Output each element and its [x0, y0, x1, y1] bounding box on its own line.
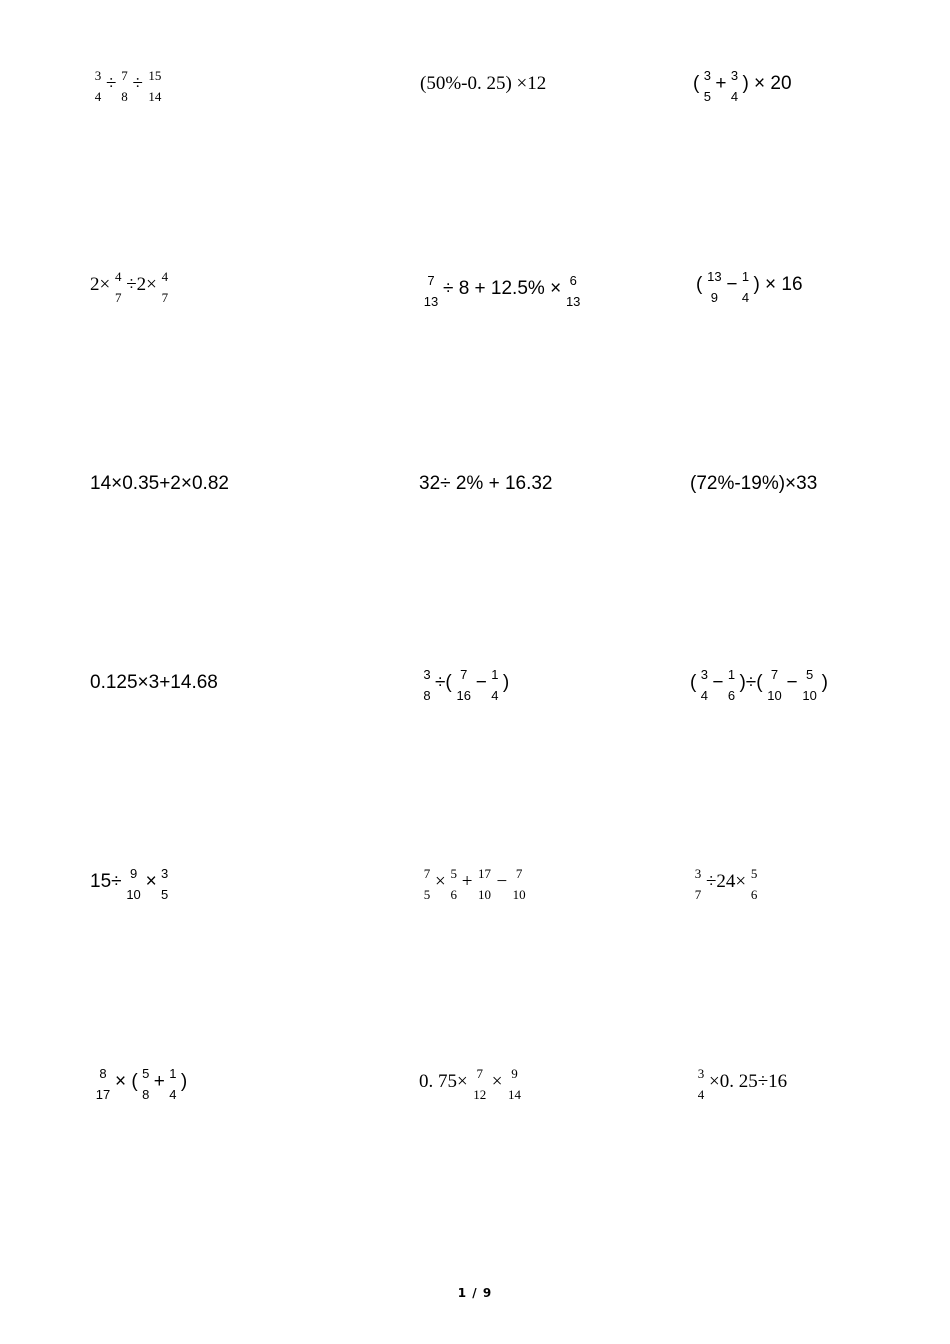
fraction-numerator: 3	[94, 68, 102, 83]
fraction-numerator: 7	[476, 1066, 483, 1081]
fraction-denominator: 13	[565, 294, 581, 309]
fraction	[144, 69, 166, 103]
fraction-numerator: 3	[700, 667, 708, 682]
fraction	[139, 1067, 153, 1101]
expression-text: 15÷	[90, 871, 122, 892]
fraction-numerator: 7	[423, 866, 431, 881]
fraction-denominator: 4	[94, 89, 102, 104]
expression-text: 2×	[90, 274, 111, 295]
expression-text: −	[786, 672, 798, 693]
fraction-denominator: 14	[507, 1087, 521, 1102]
fraction-denominator: 16	[456, 688, 471, 703]
fraction	[508, 867, 530, 901]
problem-3	[693, 69, 792, 103]
fraction	[691, 867, 705, 901]
problem-8	[419, 474, 553, 493]
expression-text: ) × 16	[753, 274, 803, 295]
fraction-denominator: 5	[161, 887, 169, 902]
expression-text: 0. 75×	[419, 1071, 468, 1092]
fraction	[420, 867, 434, 901]
fraction	[453, 668, 475, 702]
expression-text: −	[496, 871, 508, 892]
fraction	[697, 668, 711, 702]
fraction-denominator: 4	[730, 89, 739, 104]
problem-4	[90, 270, 173, 304]
fraction-numerator: 5	[450, 866, 457, 881]
fraction-numerator: 7	[427, 273, 435, 288]
problem-13	[90, 867, 173, 901]
fraction-denominator: 7	[694, 887, 702, 902]
problem-1	[90, 69, 167, 103]
expression-text: 0.125×3+14.68	[90, 672, 218, 693]
fraction	[91, 69, 105, 103]
fraction	[166, 1067, 180, 1101]
fraction	[562, 274, 584, 308]
fraction-numerator: 3	[423, 667, 431, 682]
problem-9	[690, 474, 817, 493]
expression-text: −	[475, 672, 487, 693]
expression-text: (	[696, 274, 703, 295]
fraction-numerator: 6	[569, 273, 577, 288]
fraction	[799, 668, 821, 702]
problem-18	[693, 1067, 787, 1101]
fraction	[473, 867, 495, 901]
expression-text: 14×0.35+2×0.82	[90, 473, 229, 494]
fraction-denominator: 4	[700, 688, 708, 703]
problem-11	[419, 668, 509, 702]
fraction-numerator: 1	[491, 667, 499, 682]
fraction-numerator: 15	[148, 68, 162, 83]
fraction-numerator: 3	[694, 866, 702, 881]
problem-5	[419, 274, 585, 308]
expression-text: ÷2×	[126, 274, 157, 295]
problem-17	[419, 1067, 526, 1101]
expression-text: −	[726, 274, 738, 295]
fraction-denominator: 10	[802, 688, 817, 703]
fraction	[158, 270, 172, 304]
expression-text: )÷(	[739, 672, 763, 693]
expression-text: −	[712, 672, 724, 693]
fraction-numerator: 9	[511, 1066, 518, 1081]
expression-text: (	[690, 672, 697, 693]
fraction-numerator: 9	[129, 866, 138, 881]
fraction-numerator: 8	[99, 1066, 107, 1081]
fraction-denominator: 10	[512, 887, 526, 902]
fraction-numerator: 3	[161, 866, 169, 881]
fraction	[703, 270, 725, 304]
problem-10	[90, 673, 218, 692]
fraction-numerator: 4	[161, 269, 169, 284]
expression-text: )	[502, 672, 510, 693]
fraction-denominator: 14	[148, 89, 162, 104]
fraction-denominator: 6	[450, 887, 457, 902]
expression-text: ÷	[106, 73, 117, 94]
expression-text: ÷	[132, 73, 143, 94]
fraction-denominator: 7	[114, 290, 122, 305]
problem-14	[419, 867, 531, 901]
expression-text: ×	[145, 871, 157, 892]
fraction-denominator: 13	[423, 294, 439, 309]
fraction-denominator: 10	[126, 887, 141, 902]
expression-text: (72%-19%)×33	[690, 473, 818, 494]
fraction-numerator: 7	[121, 68, 128, 83]
expression-text: ÷(	[435, 672, 452, 693]
page-number: 1 / 9	[457, 1286, 493, 1300]
fraction	[469, 1067, 491, 1101]
fraction	[747, 867, 761, 901]
fraction-denominator: 4	[169, 1087, 177, 1102]
expression-text: ×	[491, 1071, 503, 1092]
fraction-denominator: 8	[121, 89, 128, 104]
problem-12	[690, 668, 828, 702]
fraction-numerator: 3	[703, 68, 711, 83]
fraction	[447, 867, 461, 901]
fraction-denominator: 4	[491, 688, 499, 703]
fraction	[488, 668, 502, 702]
expression-text: × (	[115, 1071, 138, 1092]
fraction-numerator: 5	[142, 1066, 150, 1081]
fraction-numerator: 5	[806, 667, 814, 682]
fraction	[111, 270, 125, 304]
fraction	[694, 1067, 708, 1101]
fraction-numerator: 1	[727, 667, 736, 682]
expression-text: ×0. 25÷16	[709, 1071, 788, 1092]
fraction-numerator: 5	[750, 866, 758, 881]
fraction-numerator: 7	[460, 667, 468, 682]
fraction-numerator: 3	[730, 68, 739, 83]
fraction-denominator: 6	[750, 887, 758, 902]
expression-text: ÷24×	[706, 871, 747, 892]
expression-text: )	[821, 672, 828, 693]
expression-text: )	[180, 1071, 188, 1092]
fraction	[420, 274, 442, 308]
problem-16	[91, 1067, 187, 1101]
fraction-denominator: 4	[741, 290, 750, 305]
expression-text: ÷ 8 + 12.5% ×	[443, 278, 562, 299]
fraction	[727, 69, 741, 103]
fraction-denominator: 12	[473, 1087, 487, 1102]
fraction-numerator: 1	[169, 1066, 177, 1081]
fraction	[724, 668, 738, 702]
fraction-denominator: 10	[477, 887, 491, 902]
problem-7	[90, 474, 229, 493]
fraction-numerator: 17	[477, 866, 491, 881]
fraction-denominator: 4	[697, 1087, 705, 1102]
fraction	[158, 867, 172, 901]
expression-text: +	[461, 871, 473, 892]
fraction-denominator: 6	[727, 688, 736, 703]
fraction-denominator: 8	[423, 688, 431, 703]
expression-text: (50%-0. 25) ×12	[420, 73, 547, 94]
fraction-denominator: 9	[710, 290, 718, 305]
expression-text: ) × 20	[742, 73, 792, 94]
fraction	[117, 69, 131, 103]
fraction	[420, 668, 434, 702]
fraction-denominator: 5	[423, 887, 431, 902]
fraction-numerator: 13	[707, 269, 722, 284]
fraction-numerator: 4	[114, 269, 122, 284]
expression-text: (	[693, 73, 700, 94]
expression-text: +	[153, 1071, 165, 1092]
fraction	[738, 270, 752, 304]
fraction-denominator: 10	[767, 688, 782, 703]
fraction-numerator: 1	[741, 269, 750, 284]
fraction-numerator: 7	[515, 866, 523, 881]
problem-15	[690, 867, 762, 901]
fraction-numerator: 3	[697, 1066, 705, 1081]
fraction-numerator: 7	[770, 667, 779, 682]
fraction-denominator: 7	[161, 290, 169, 305]
fraction-denominator: 8	[142, 1087, 150, 1102]
problem-2	[420, 74, 546, 93]
fraction-denominator: 5	[703, 89, 711, 104]
expression-text: +	[715, 73, 727, 94]
fraction	[764, 668, 786, 702]
fraction	[700, 69, 714, 103]
expression-text: ×	[435, 871, 446, 892]
fraction	[503, 1067, 525, 1101]
expression-text: 32÷ 2% + 16.32	[419, 473, 553, 494]
fraction	[92, 1067, 114, 1101]
problem-6	[696, 270, 803, 304]
fraction-denominator: 17	[95, 1087, 111, 1102]
fraction	[123, 867, 145, 901]
